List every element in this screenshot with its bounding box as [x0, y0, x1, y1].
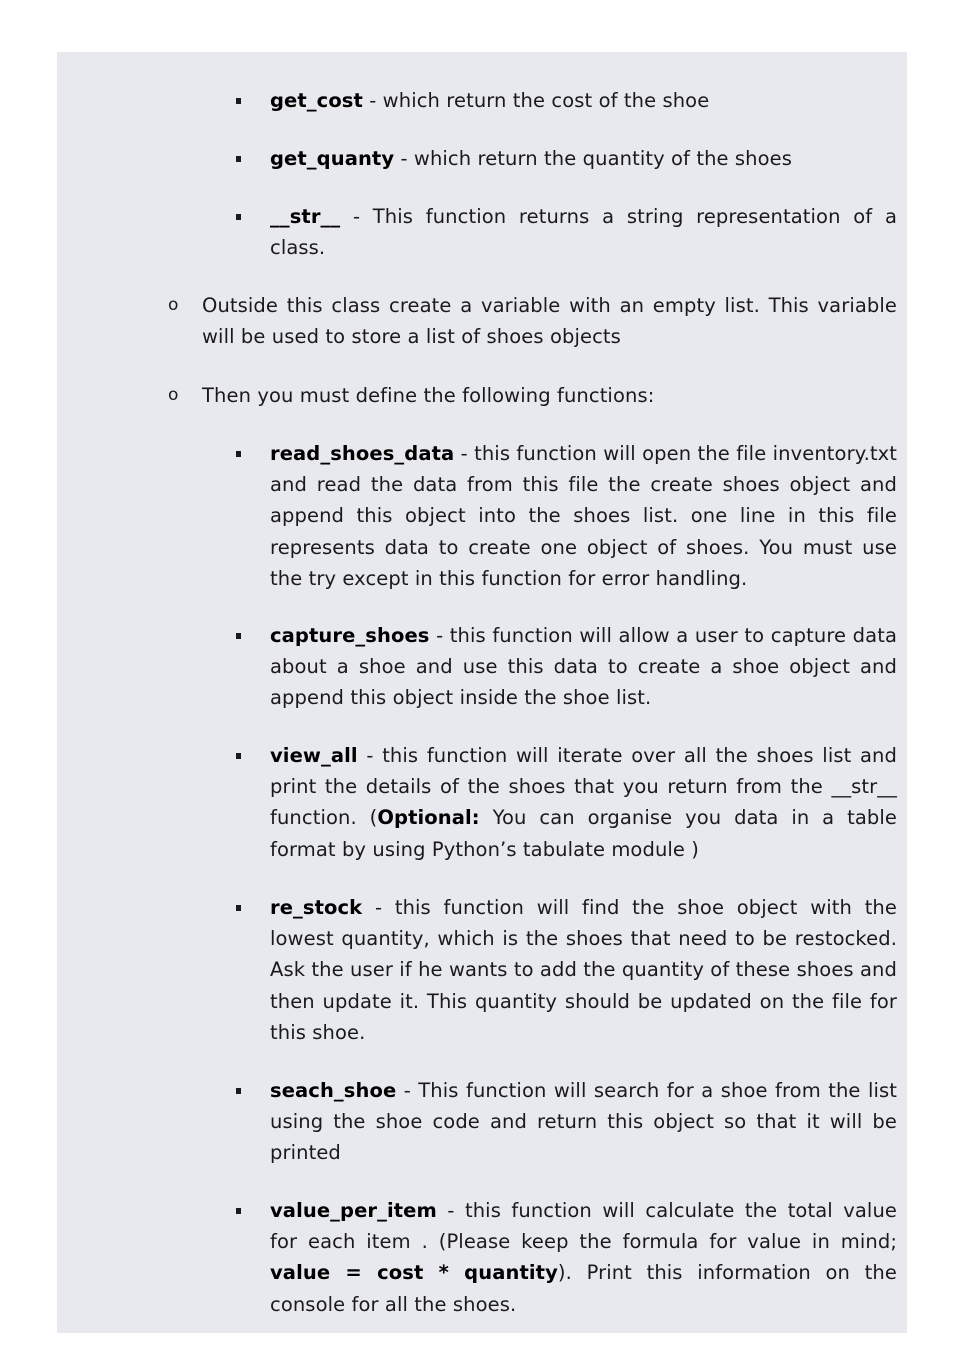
list-item-re-stock	[270, 892, 897, 1048]
square-bullet-icon	[236, 1208, 241, 1214]
list-item-capture-shoes	[270, 620, 897, 714]
function-description: - This function will search for a shoe from the list using the shoe code and return this object so that it will be printed	[270, 1079, 897, 1165]
function-description: - this function will allow a user to capture data about a shoe and use this data to create a shoe object and append this object inside the shoe list.	[270, 624, 897, 710]
function-name: capture_shoes	[270, 624, 430, 647]
list-item-seach-shoe	[270, 1075, 897, 1169]
formula-text: value = cost * quantity	[270, 1261, 558, 1285]
circle-bullet-icon: o	[168, 385, 179, 405]
list-item-view-all	[270, 740, 897, 865]
list-item-str	[270, 201, 897, 263]
square-bullet-icon	[236, 753, 241, 759]
square-bullet-icon	[236, 214, 241, 220]
function-name: read_shoes_data	[270, 442, 455, 465]
function-name: seach_shoe	[270, 1079, 397, 1102]
square-bullet-icon	[236, 905, 241, 911]
list-item-outside-class	[168, 290, 897, 352]
function-description: - which return the cost of the shoe	[362, 89, 710, 112]
list-item-read-shoes-data	[270, 438, 897, 594]
function-description: - this function will open the file inventory.txt and read the data from this file the create shoes object and append this object into the shoes list. one line in this file represents data to create one object of shoes. You must use the try except in this function for error handling.	[270, 442, 897, 590]
function-description: - this function will find the shoe object with the lowest quantity, which is the shoes that need to be restocked. Ask the user if he wants to add the quantity of these shoes and then update it. This quantity should be updated on the file for this shoe.	[270, 896, 897, 1044]
function-description-cont: You can organise you data in a table format by using Python’s tabulate module )	[270, 806, 897, 861]
function-description-cont: ). Print this information on the console for all the shoes.	[270, 1261, 897, 1316]
function-name: view_all	[270, 744, 358, 767]
function-name: get_cost	[270, 89, 363, 112]
function-description: - this function will iterate over all the shoes list and print the details of the shoes that you return from the __str__ function. (	[270, 744, 897, 830]
list-item-define-functions	[168, 380, 897, 411]
function-description: - this function will calculate the total value for each item . (Please keep the formula for value in mind;	[270, 1199, 897, 1254]
function-name: re_stock	[270, 896, 363, 919]
square-bullet-icon	[236, 156, 241, 162]
document-page	[57, 52, 907, 1333]
circle-bullet-icon: o	[168, 295, 179, 315]
optional-label: Optional:	[377, 806, 480, 830]
function-description: - This function returns a string representation of a class.	[270, 205, 897, 260]
function-description: - which return the quantity of the shoes	[394, 147, 793, 170]
square-bullet-icon	[236, 451, 241, 457]
list-item-get-cost	[270, 85, 897, 116]
paragraph-text: Outside this class create a variable with an empty list. This variable will be used to store a list of shoes objects	[202, 294, 897, 349]
function-name: __str__	[270, 205, 341, 228]
square-bullet-icon	[236, 1088, 241, 1094]
function-name: get_quanty	[270, 147, 395, 170]
list-item-value-per-item	[270, 1195, 897, 1320]
list-item-get-quanty	[270, 143, 897, 174]
square-bullet-icon	[236, 98, 241, 104]
function-name: value_per_item	[270, 1199, 437, 1222]
square-bullet-icon	[236, 633, 241, 639]
paragraph-text: Then you must define the following functions:	[202, 384, 655, 407]
